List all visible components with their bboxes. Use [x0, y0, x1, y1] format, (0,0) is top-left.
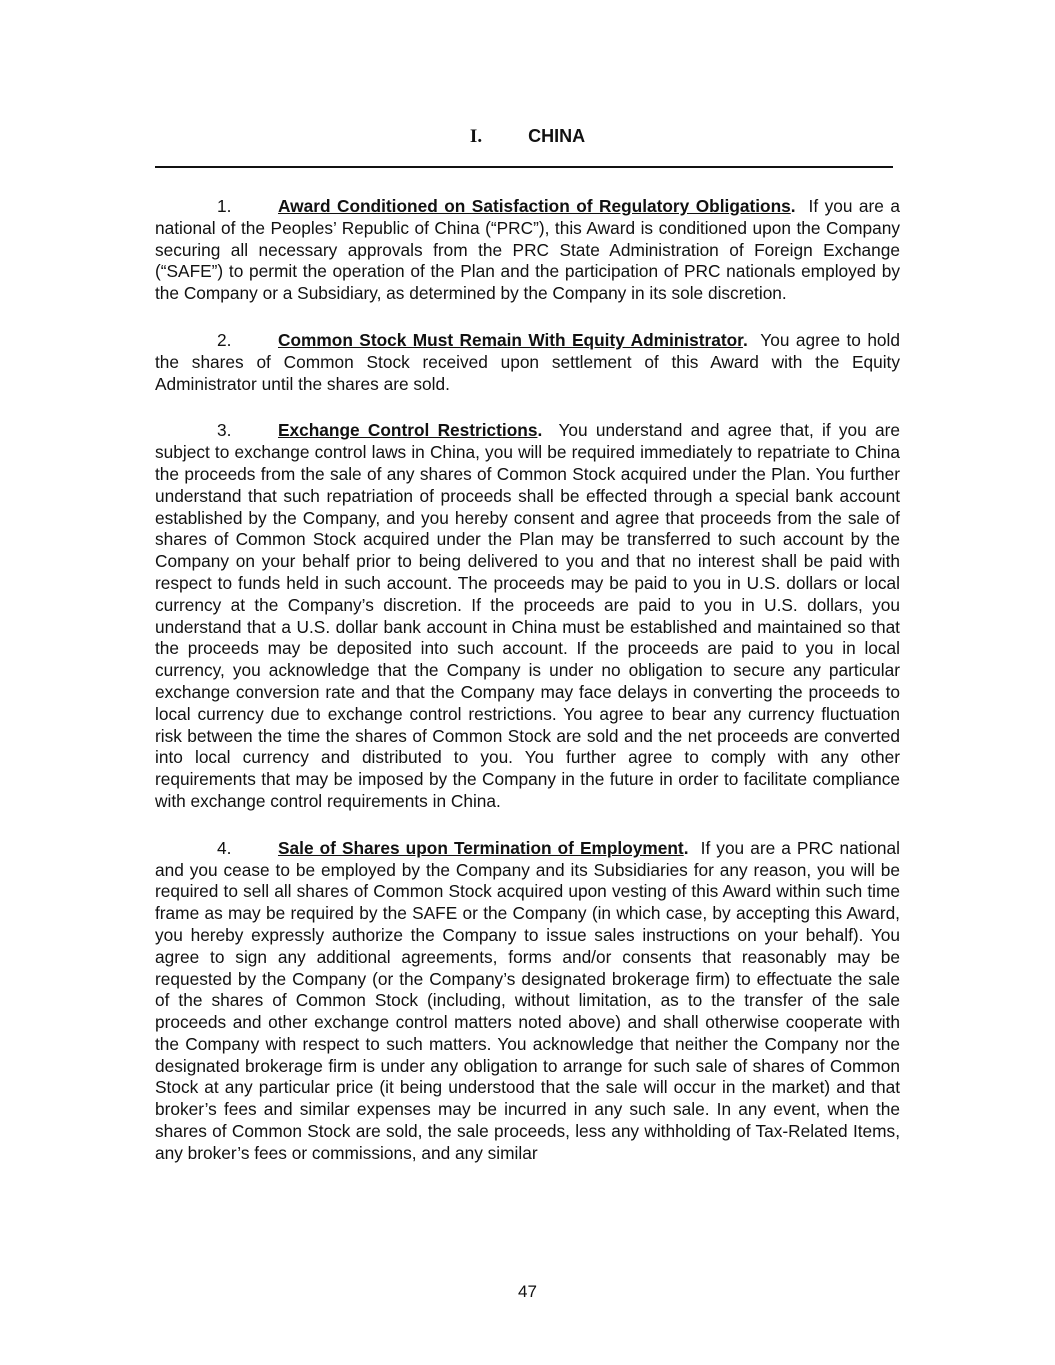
document-body	[155, 196, 900, 1190]
paragraph-heading: Sale of Shares upon Termination of Employment	[278, 837, 684, 858]
paragraph-heading: Exchange Control Restrictions	[278, 420, 538, 441]
paragraph-3	[155, 420, 900, 812]
section-heading	[0, 124, 1055, 149]
section-title: CHINA	[528, 126, 586, 146]
paragraph-heading: Award Conditioned on Satisfaction of Regulatory Obligations	[278, 196, 791, 216]
page-number: 47	[518, 1282, 537, 1301]
paragraph-heading: Common Stock Must Remain With Equity Administrator	[278, 329, 743, 350]
section-number: I.	[469, 126, 483, 147]
paragraph-text: If you are a PRC national and you cease to be employed by the Company and its Subsidiaries for any reason, you will be required to sell all shares of Common Stock acquired upon vesting of this Award within such time frame as may be required by the SAFE or the Company (in which case, by accepting this Award, you hereby expressly authorize the Company to issue sales instructions on your behalf). You agree to sign any additional agreements, forms and/or consents that reasonably may be requested by the Company (or the Company’s designated brokerage firm) to effectuate the sale of the shares of Common Stock (including, without limitation, as to the transfer of the sale proceeds and other exchange control matters noted above) and shall otherwise cooperate with the Company with respect to such matters. You acknowledge that neither the Company nor the designated brokerage firm is under any obligation to arrange for such sale of shares of Common Stock at any particular price (it being understood that the sale will occur in the market) and that broker’s fees and similar expenses may be incurred in any such sale. In any event, when the shares of Common Stock are sold, the sale proceeds, less any withholding of Tax-Related Items, any broker’s fees or commissions, and any similar	[155, 837, 900, 1163]
paragraph-number: 1.	[217, 196, 232, 216]
paragraph-text: You understand and agree that, if you are subject to exchange control laws in China, you will be required immediately to repatriate to China the proceeds from the sale of any shares of Common Stock acquired under the Plan. You further understand that such repatriation of proceeds shall be effected through a special bank account established by the Company, and you hereby consent and agree that proceeds from the sale of shares of Common Stock acquired under the Plan may be transferred to such account by the Company on your behalf prior to being delivered to you and that no interest shall be paid with respect to funds held in such account. The proceeds may be paid to you in U.S. dollars or local currency at the Company’s discretion. If the proceeds are paid to you in U.S. dollars, you understand that a U.S. dollar bank account in China must be established and maintained so that the proceeds may be deposited into such account. If the proceeds are paid to you in local currency, you acknowledge that the Company is under no obligation to secure any particular exchange conversion rate and that the Company may face delays in converting the proceeds to local currency due to exchange control restrictions. You agree to bear any currency fluctuation risk between the time the shares of Common Stock are sold and the net proceeds are converted into local currency and distributed to you. You further agree to comply with any other requirements that may be imposed by the Company in the future in order to facilitate compliance with exchange control requirements in China.	[155, 420, 901, 811]
paragraph-heading-end: .	[742, 329, 748, 350]
paragraph-number: 3.	[217, 420, 232, 441]
paragraph-number: 4.	[217, 837, 232, 858]
paragraph-text: If you are a national of the Peoples’ Republic of China (“PRC”), this Award is conditioned upon the Company securing all necessary approvals from the PRC State Administration of Foreign Exchange (“SAFE”) to permit the operation of the Plan and the participation of PRC nationals employed by the Company or a Subsidiary, as determined by the Company in its sole discretion.	[155, 196, 900, 304]
paragraph-number: 2.	[217, 329, 232, 350]
paragraph-heading-end: .	[790, 196, 796, 216]
paragraph-heading-end: .	[537, 420, 543, 441]
paragraph-2	[155, 330, 900, 395]
paragraph-1	[155, 196, 900, 305]
heading-rule	[155, 166, 893, 168]
paragraph-heading-end: .	[683, 837, 689, 858]
paragraph-text: You agree to hold the shares of Common Stock received upon settlement of this Award with the Equity Administrator until the shares are sold.	[155, 329, 900, 394]
paragraph-4	[155, 838, 900, 1165]
